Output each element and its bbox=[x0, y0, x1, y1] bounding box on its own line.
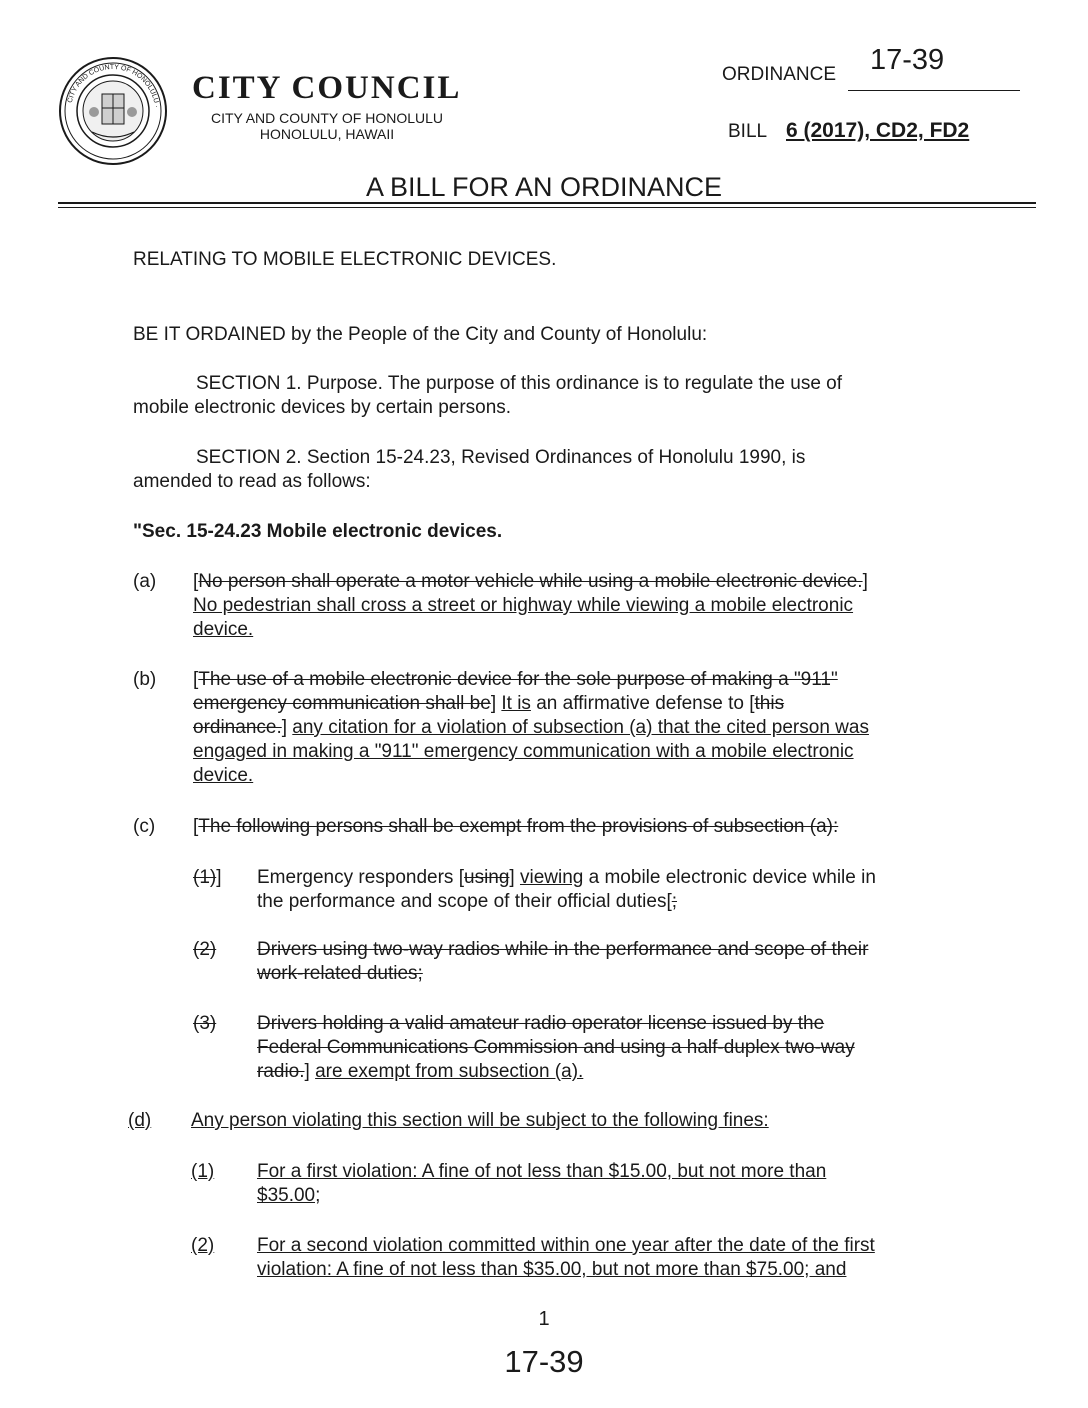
subsection-c-item3-line2: Federal Communications Commission and using a half-duplex two-way bbox=[257, 1037, 855, 1058]
heading-rule-top bbox=[58, 202, 1036, 204]
inserted-text: viewing bbox=[519, 867, 584, 888]
ordinance-number-line bbox=[848, 90, 1020, 91]
subsection-b-line4: engaged in making a "911" emergency communication with a mobile electronic bbox=[193, 741, 854, 762]
subsection-a-line2: No pedestrian shall cross a street or highway while viewing a mobile electronic bbox=[193, 595, 854, 616]
subsection-c-item3-label: (3) bbox=[193, 1013, 217, 1034]
heading-rule-bottom bbox=[58, 207, 1036, 208]
subsection-b-line1: [The use of a mobile electronic device for the sole purpose of making a "911" bbox=[193, 669, 838, 690]
subsection-d-item2-label: (2) bbox=[191, 1235, 215, 1256]
deleted-text: The use of a mobile electronic device for the sole purpose of making a "911" bbox=[198, 669, 838, 690]
deleted-text: using bbox=[464, 867, 510, 888]
section2-line2: amended to read as follows: bbox=[133, 471, 371, 492]
section-title: "Sec. 15-24.23 Mobile electronic devices. bbox=[133, 521, 503, 542]
subsection-c-item1-label: (1)] bbox=[193, 867, 222, 888]
bill-label: BILL bbox=[728, 121, 768, 142]
subsection-c-item1-line2: the performance and scope of their official duties[; bbox=[257, 891, 678, 912]
subsection-c-item2-line1: Drivers using two-way radios while in the performance and scope of their bbox=[257, 939, 869, 960]
ordained-line: BE IT ORDAINED by the People of the City and County of Honolulu: bbox=[133, 324, 708, 345]
council-subtitle bbox=[192, 110, 462, 142]
inserted-text: are exempt from subsection (a). bbox=[315, 1061, 584, 1082]
subsection-c-item3-line3: radio.] are exempt from subsection (a). bbox=[257, 1061, 584, 1082]
seal-text: CITY AND COUNTY OF HONOLULU · bbox=[66, 63, 160, 108]
relating-line: RELATING TO MOBILE ELECTRONIC DEVICES. bbox=[133, 249, 557, 270]
deleted-text: No person shall operate a motor vehicle while using a mobile electronic device. bbox=[198, 571, 863, 592]
inserted-text: It is bbox=[501, 693, 531, 714]
subsection-a-line1: [No person shall operate a motor vehicle while using a mobile electronic device.] bbox=[193, 571, 868, 592]
section2-line1: SECTION 2. Section 15-24.23, Revised Ordinances of Honolulu 1990, is bbox=[196, 447, 806, 468]
council-title: CITY COUNCIL bbox=[192, 70, 462, 106]
subsection-c-line1: [The following persons shall be exempt from the provisions of subsection (a): bbox=[193, 816, 839, 837]
subsection-c-label: (c) bbox=[133, 816, 156, 837]
page-number: 1 bbox=[538, 1308, 550, 1330]
subsection-c-item3-line1: Drivers holding a valid amateur radio operator license issued by the bbox=[257, 1013, 825, 1034]
deleted-text: ordinance. bbox=[193, 717, 282, 738]
subsection-a-line3: device. bbox=[193, 619, 254, 640]
deleted-text: this bbox=[754, 693, 785, 714]
deleted-text: radio. bbox=[257, 1061, 305, 1082]
footer-ordinance-number: 17-39 bbox=[504, 1344, 584, 1379]
subsection-c-item2-label: (2) bbox=[193, 939, 217, 960]
city-county-seal-icon bbox=[58, 56, 168, 166]
subsection-c-item2-line2: work-related duties; bbox=[257, 963, 423, 984]
subsection-b-line5: device. bbox=[193, 765, 254, 786]
subsection-d-item2-line2: violation: A fine of not less than $35.00, but not more than $75.00; and bbox=[257, 1259, 847, 1280]
subsection-d-line1: Any person violating this section will be subject to the following fines: bbox=[191, 1110, 769, 1131]
bill-number: 6 (2017), CD2, FD2 bbox=[786, 119, 970, 142]
inserted-text: any citation for a violation of subsection (a) that the cited person was bbox=[292, 717, 869, 738]
council-subtitle-line1: CITY AND COUNTY OF HONOLULU bbox=[210, 110, 444, 126]
document-heading: A BILL FOR AN ORDINANCE bbox=[365, 172, 723, 202]
council-subtitle-line2: HONOLULU, HAWAII bbox=[259, 126, 395, 142]
deleted-text: ; bbox=[671, 891, 678, 912]
subsection-d-label: (d) bbox=[128, 1110, 152, 1131]
subsection-d-item1-line1: For a first violation: A fine of not less than $15.00, but not more than bbox=[257, 1161, 827, 1182]
subsection-b-line3: ordinance.] any citation for a violation of subsection (a) that the cited person was bbox=[193, 717, 869, 738]
subsection-b-line2: emergency communication shall be] It is an affirmative defense to [this bbox=[193, 693, 785, 714]
subsection-d-item1-label: (1) bbox=[191, 1161, 215, 1182]
section1-line2: mobile electronic devices by certain persons. bbox=[133, 397, 512, 418]
subsection-d-item2-line1: For a second violation committed within one year after the date of the first bbox=[257, 1235, 875, 1256]
section1-line1: SECTION 1. Purpose. The purpose of this ordinance is to regulate the use of bbox=[196, 373, 843, 394]
ordinance-label: ORDINANCE bbox=[722, 64, 837, 85]
ordinance-number: 17-39 bbox=[870, 44, 945, 76]
subsection-b-label: (b) bbox=[133, 669, 157, 690]
deleted-text: emergency communication shall be bbox=[193, 693, 491, 714]
subsection-d-item1-line2: $35.00; bbox=[257, 1185, 321, 1206]
deleted-text: The following persons shall be exempt from the provisions of subsection (a): bbox=[198, 816, 839, 837]
subsection-c-item1-line1: Emergency responders [using] viewing a mobile electronic device while in bbox=[257, 867, 876, 888]
subsection-a-label: (a) bbox=[133, 571, 157, 592]
